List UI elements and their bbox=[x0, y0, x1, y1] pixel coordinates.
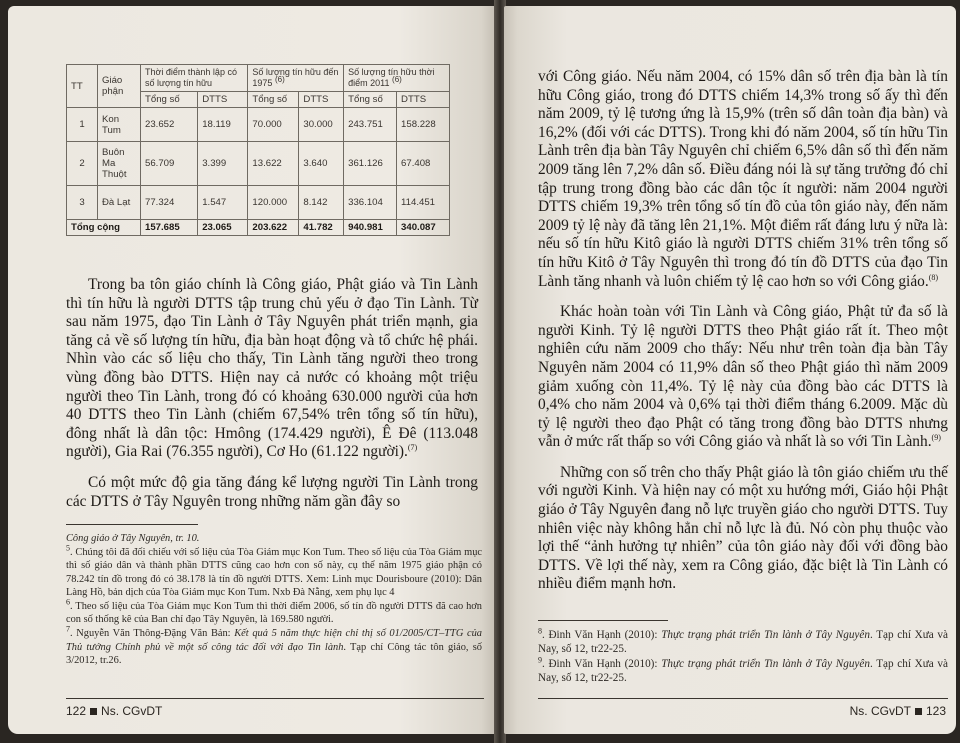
header-dtts: DTTS bbox=[397, 92, 450, 108]
footnote-mark: 9 bbox=[538, 655, 542, 665]
footnote-tail: . Tạp chí Xưa và Nay, số 12, tr22-25. bbox=[538, 658, 948, 684]
cell-total: 23.065 bbox=[198, 220, 248, 236]
right-page-footer bbox=[850, 704, 946, 718]
footnote-mark: 8 bbox=[538, 626, 542, 636]
footnote bbox=[66, 624, 482, 667]
paragraph-text: Trong ba tôn giáo chính là Công giáo, Phật giáo và Tin Lành thì tín hữu là người DTTS tập trung chủ yếu ở đạo Tin Lành. Từ sau năm 1975, đạo Tin Lành ở Tây Nguyên phát triển mạnh, gia tăng cả về số lượng tín hữu, địa bàn hoạt động và tổ chức hệ phái. Nhìn vào các số liệu cho thấy, Tin Lành tăng người theo trong vùng đồng bào DTTS. Hiện nay cả nước có khoảng một triệu người theo Tin Lành, trong đó có khoảng 630.000 người của hơn 40 DTTS theo Tin Lành (chiếm 67,54% trên tổng số tín hữu), đông nhất là dân tộc: Hmông (174.429 người), Ê Đê (113.048 người), Gia Rai (76.355 người), Cơ Ho (61.122 người). bbox=[66, 276, 478, 461]
cell-value: 120.000 bbox=[248, 186, 299, 220]
cell-value: 1.547 bbox=[198, 186, 248, 220]
header-so-luong-1975-text: Số lượng tín hữu đến 1975 bbox=[252, 67, 339, 88]
paragraph: Có một mức độ gia tăng đáng kể lượng người Tin Lành trong các DTTS ở Tây Nguyên trong những năm gần đây so bbox=[66, 473, 478, 510]
footnote bbox=[538, 628, 948, 656]
cell-tt: 1 bbox=[67, 108, 98, 142]
header-tong-so: Tổng số bbox=[344, 92, 397, 108]
paragraph-text: với Công giáo. Nếu năm 2004, có 15% dân số trên địa bàn là tín hữu Công giáo, trong đó DTTS chiếm 14,3% trong số ấy thì đến năm 2009, tỷ lệ tương ứng là 15,9% (trên số dân toàn địa bàn) và 16,2% (đối với các DTTS). Trong khi đó năm 2004, số tín hữu Tin Lành trên địa bàn Tây Nguyên chỉ chiếm 6,5% dân số thì đến năm 2009 tăng lên 7,2% dân số. Điều đáng nói là sự tăng trưởng đó chỉ tập trung trong đồng bào các dân tộc ít người: năm 2004 người DTTS chiếm 19,3% trên tổng số tín đồ của tôn giáo này, đến năm 2009 tỷ lệ này đã tăng lên 21,1%. Một điểm rất đáng lưu ý nữa là: nếu số tín hữu Kitô giáo là người DTTS chiếm 31% trên tổng số tín hữu Kitô ở Tây Nguyên thì trong đó tín đồ DTTS của đạo Tin Lành tăng nhanh và luôn chiếm tỷ lệ cao hơn so với Công giáo. bbox=[538, 68, 948, 290]
footnote bbox=[66, 597, 482, 626]
footnote-text: . Theo số liệu của Tòa Giám mục Kon Tum thì thời điểm 2006, số tín đồ người DTTS đã cao hơn con số thống kê của Ban chỉ đạo Tây Nguyên, là 169.580 người. bbox=[66, 601, 482, 626]
footnote-author: . Nguyễn Văn Thông-Đặng Văn Bản: bbox=[70, 628, 235, 640]
journal-name: Ns. CGvDT bbox=[101, 704, 163, 718]
footnote: Công giáo ở Tây Nguyên, tr. 10. bbox=[66, 533, 200, 544]
cell-value: 13.622 bbox=[248, 142, 299, 186]
header-tong-so: Tổng số bbox=[248, 92, 299, 108]
header-thoi-diem: Thời điểm thành lập có số lượng tín hữu bbox=[141, 65, 248, 92]
header-dtts: DTTS bbox=[198, 92, 248, 108]
footnote bbox=[66, 543, 482, 599]
header-tong-so: Tổng số bbox=[141, 92, 198, 108]
left-page-footer bbox=[66, 704, 162, 718]
cell-total: 940.981 bbox=[344, 220, 397, 236]
header-giao-phan: Giáo phận bbox=[98, 65, 141, 108]
square-bullet-icon bbox=[915, 708, 922, 715]
footnote-tail: . Tạp chí Công tác tôn giáo, số 3/2012, tr.26. bbox=[66, 641, 482, 666]
cell-value: 8.142 bbox=[299, 186, 344, 220]
cell-total-label: Tổng cộng bbox=[67, 220, 141, 236]
cell-total: 340.087 bbox=[397, 220, 450, 236]
footnote-text: . Chúng tôi đã đối chiếu với số liệu của Tòa Giám mục Kon Tum. Theo số liệu của Tòa Giám mục thì số giáo dân và thành phần DTTS cũng cao hơn con số này, cụ thể năm 1975 giáo phận có 78.242 tín đồ trong đó có 38.178 là tín đồ người DTTS. Xem: Linh mục Dourisboure (2010): Dân Làng Hồ, bản dịch của Tòa Giám mục Kon Tum. Nxb Đà Nẵng, xem phụ lục 4 bbox=[66, 547, 482, 598]
table-row bbox=[67, 108, 450, 142]
header-so-luong-2011 bbox=[344, 65, 450, 92]
table-row bbox=[67, 142, 450, 186]
page-footer-rule bbox=[538, 698, 948, 699]
cell-giao-phan: Kon Tum bbox=[98, 108, 141, 142]
cell-value: 158.228 bbox=[397, 108, 450, 142]
paragraph bbox=[538, 68, 948, 291]
footnote-mark: 5 bbox=[66, 543, 70, 553]
cell-tt: 2 bbox=[67, 142, 98, 186]
cell-value: 336.104 bbox=[344, 186, 397, 220]
footnote-mark: 6 bbox=[66, 597, 70, 607]
cell-giao-phan: Buôn Ma Thuột bbox=[98, 142, 141, 186]
footnote bbox=[538, 657, 948, 685]
cell-value: 30.000 bbox=[299, 108, 344, 142]
page-number: 123 bbox=[925, 704, 946, 718]
header-so-luong-1975 bbox=[248, 65, 344, 92]
page-number: 122 bbox=[66, 704, 87, 718]
cell-value: 3.399 bbox=[198, 142, 248, 186]
square-bullet-icon bbox=[90, 708, 97, 715]
left-body-text bbox=[66, 276, 478, 511]
cell-total: 157.685 bbox=[141, 220, 198, 236]
paragraph: Những con số trên cho thấy Phật giáo là tôn giáo chiếm ưu thế với người Kinh. Và hiện nay có một xu hướng mới, Giáo hội Phật giáo ở Tây Nguyên đang nỗ lực truyền giáo cho người DTTS. Tuy nhiên việc này không hẳn chỉ nỗ lực là đủ. Nó còn phụ thuộc vào lợi thế “ảnh hưởng tự nhiên” của tôn giáo này đối với đồng bào DTTS. Về lợi thế này, xem ra Công giáo, đặc biệt là Tin Lành có nhiều điểm mạnh hơn. bbox=[538, 463, 948, 593]
cell-value: 56.709 bbox=[141, 142, 198, 186]
right-footnotes bbox=[538, 628, 948, 686]
footnote-author: . Đinh Văn Hạnh (2010): bbox=[542, 629, 662, 641]
journal-name: Ns. CGvDT bbox=[849, 704, 911, 718]
cell-value: 361.126 bbox=[344, 142, 397, 186]
left-footnotes bbox=[66, 532, 482, 668]
footnote-author: . Đinh Văn Hạnh (2010): bbox=[542, 658, 662, 670]
cell-value: 77.324 bbox=[141, 186, 198, 220]
cell-giao-phan: Đà Lạt bbox=[98, 186, 141, 220]
table-total-row bbox=[67, 220, 450, 236]
statistics-table bbox=[66, 64, 450, 236]
table-row bbox=[67, 186, 450, 220]
header-tt: TT bbox=[67, 65, 98, 108]
header-so-luong-2011-text: Số lượng tín hữu thời điểm 2011 bbox=[348, 67, 435, 88]
cell-value: 70.000 bbox=[248, 108, 299, 142]
footnote-ref: (6) bbox=[274, 75, 285, 84]
footnote-ref: (8) bbox=[928, 272, 939, 282]
cell-value: 67.408 bbox=[397, 142, 450, 186]
cell-value: 18.119 bbox=[198, 108, 248, 142]
table-header-row bbox=[67, 65, 450, 92]
footnote-ref: (7) bbox=[407, 443, 418, 453]
cell-value: 23.652 bbox=[141, 108, 198, 142]
footnote-title: Thực trạng phát triển Tin lành ở Tây Nguyên bbox=[661, 658, 870, 670]
cell-total: 41.782 bbox=[299, 220, 344, 236]
cell-tt: 3 bbox=[67, 186, 98, 220]
cell-value: 114.451 bbox=[397, 186, 450, 220]
cell-total: 203.622 bbox=[248, 220, 299, 236]
cell-value: 3.640 bbox=[299, 142, 344, 186]
right-page bbox=[504, 6, 956, 734]
footnote-divider bbox=[538, 620, 668, 621]
right-body-text bbox=[538, 68, 948, 594]
header-dtts: DTTS bbox=[299, 92, 344, 108]
footnote-ref: (9) bbox=[931, 433, 941, 443]
footnote-title: Kết quả 5 năm thực hiện chỉ thị số 01/2005/CT–TTG của Thủ tướng Chính phủ về một số công tác đối với đạo Tin lành bbox=[66, 628, 482, 653]
footnote-mark: 7 bbox=[66, 624, 70, 634]
cell-value: 243.751 bbox=[344, 108, 397, 142]
footnote-tail: . Tạp chí Xưa và Nay, số 12, tr22-25. bbox=[538, 629, 948, 655]
paragraph-text: Khác hoàn toàn với Tin Lành và Công giáo, Phật tử đa số là người Kinh. Tỷ lệ người DTTS theo Phật giáo rất ít. Theo một nghiên cứu năm 2009 cho thấy: Nếu như trên toàn địa bàn Tây Nguyên năm 2004 có 11,9% dân số theo Phật giáo thì năm 2009 giảm xuống còn 11,4%. Tỷ lệ này của đồng bào các DTTS là 0,4% cho năm 2004 và 0,6% tại thời điểm tháng 6.2009. Mặc dù tỷ lệ người theo đạo Phật có tăng trong đồng bào DTTS nhưng vẫn ở mức rất thấp so với Công giáo và nhất là so với Tin Lành. bbox=[538, 303, 948, 451]
page-footer-rule bbox=[66, 698, 484, 699]
footnote-title: Thực trạng phát triển Tin lành ở Tây Nguyên bbox=[661, 629, 870, 641]
paragraph bbox=[66, 276, 478, 462]
footnote-divider bbox=[66, 524, 198, 525]
footnote-ref: (6) bbox=[392, 75, 402, 84]
left-page bbox=[8, 6, 496, 734]
paragraph bbox=[538, 303, 948, 452]
